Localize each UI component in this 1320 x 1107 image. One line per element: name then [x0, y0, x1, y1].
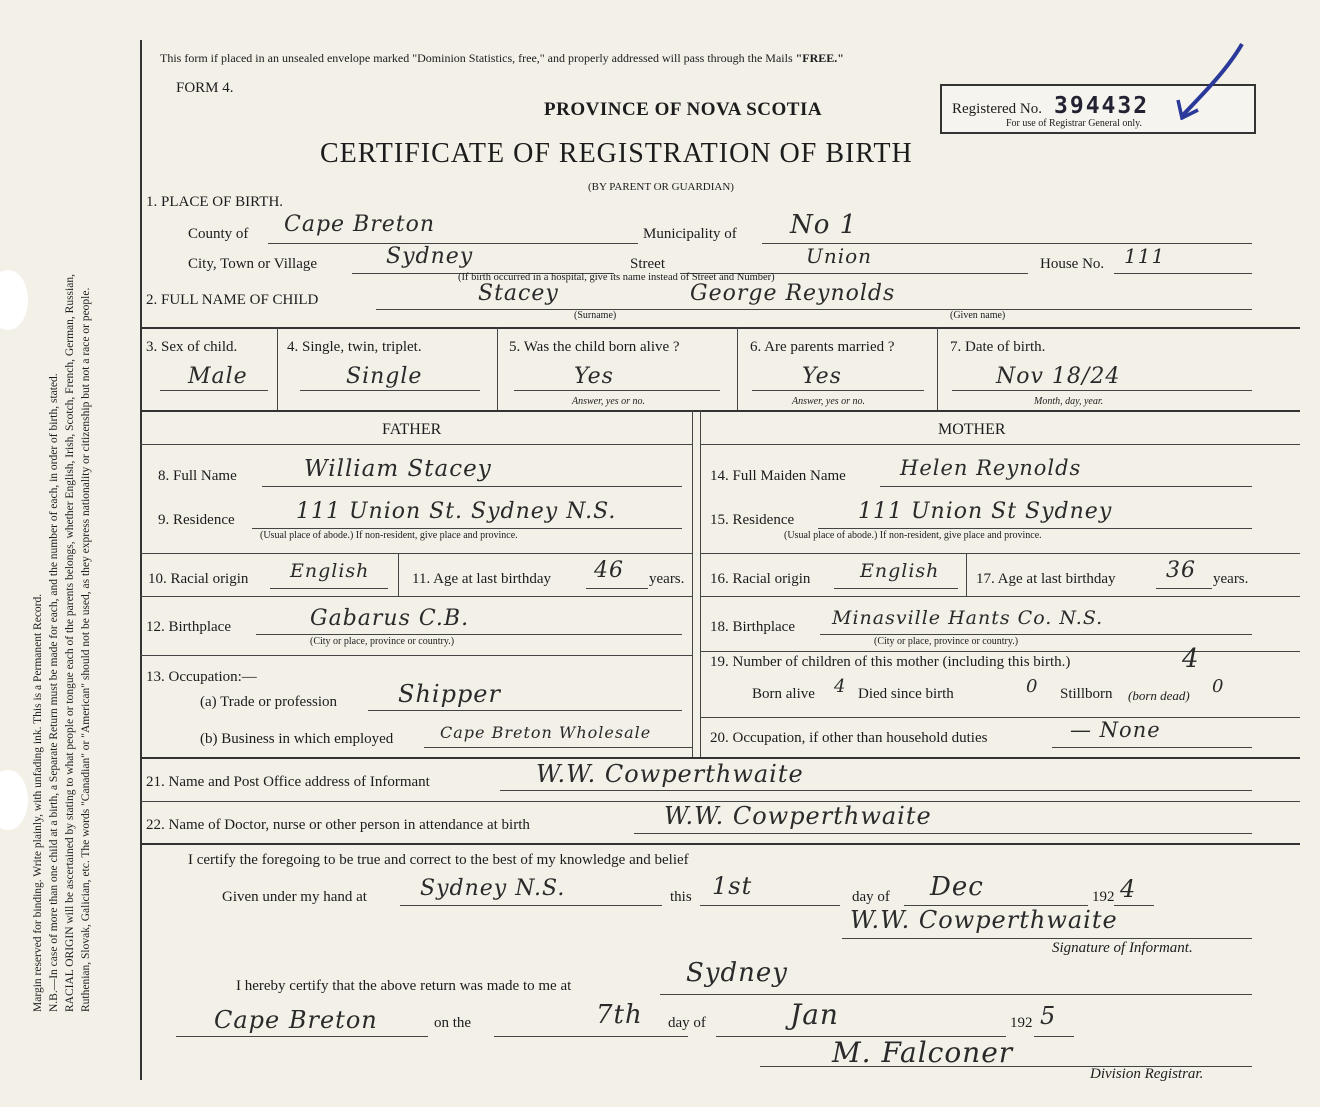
plurality-label: 4. Single, twin, triplet. [287, 339, 422, 355]
sex-value: Male [188, 364, 248, 389]
certify-day-value: 1st [712, 872, 753, 900]
mother-residence-label: 15. Residence [710, 512, 795, 528]
registrar-place-top: Sydney [686, 958, 788, 988]
registrar-year-suffix: 5 [1040, 1002, 1057, 1030]
mail-free-text: "FREE." [795, 51, 844, 65]
mother-residence-value: 111 Union St Sydney [858, 499, 1113, 524]
margin-notes [30, 132, 94, 1012]
street-note: (If birth occurred in a hospital, give its name instead of Street and Number) [458, 272, 775, 283]
dob-value: Nov 18/24 [996, 364, 1121, 389]
father-residence-label: 9. Residence [158, 512, 235, 528]
mother-rule-3 [700, 651, 1300, 652]
doctor-label: 22. Name of Doctor, nurse or other person in attendance at birth [146, 817, 530, 833]
father-business-label: (b) Business in which employed [200, 731, 394, 747]
father-place-note: (City or place, province or country.) [310, 636, 455, 647]
father-residence-line [252, 528, 682, 529]
registrar-day-value: 7th [596, 1000, 643, 1030]
details-bottom-rule [140, 410, 1300, 412]
father-heading-rule [140, 444, 692, 445]
child-surname: Stacey [478, 281, 559, 306]
stillborn-value: 0 [1212, 676, 1225, 697]
city-value: Sydney [386, 244, 474, 269]
mother-rule-2 [700, 596, 1300, 597]
county-label: County of [188, 226, 249, 242]
mother-place-note: (City or place, province or country.) [874, 636, 1019, 647]
married-value: Yes [802, 364, 842, 389]
father-birthplace-value: Gabarus C.B. [310, 606, 470, 631]
mother-rule-4 [700, 717, 1300, 718]
father-age-line [586, 588, 648, 589]
child-name-label: 2. FULL NAME OF CHILD [146, 292, 319, 308]
mail-notice [160, 51, 844, 66]
certificate-subtitle: (BY PARENT OR GUARDIAN) [588, 181, 734, 193]
margin-note-1: Margin reserved for binding. Write plainly, with unfading ink. This is a Permanent Record. [32, 593, 44, 1012]
dob-caption: Month, day, year. [1034, 396, 1104, 407]
given-under-label: Given under my hand at [222, 889, 367, 905]
street-label: Street [630, 256, 665, 272]
mother-age-line [1156, 588, 1212, 589]
father-occupation-label: 13. Occupation:— [146, 669, 257, 685]
mother-name-label: 14. Full Maiden Name [710, 468, 846, 484]
mother-age-value: 36 [1166, 558, 1196, 583]
father-name-line [262, 486, 682, 487]
father-business-value: Cape Breton Wholesale [440, 723, 652, 742]
father-trade-value: Shipper [398, 680, 501, 708]
place-of-birth-label: 1. PLACE OF BIRTH. [146, 194, 284, 210]
mother-occupation-label: 20. Occupation, if other than household duties [710, 730, 988, 746]
informant-value: W.W. Cowperthwaite [536, 760, 804, 788]
died-label: Died since birth [858, 686, 954, 702]
mother-occupation-line [1052, 747, 1252, 748]
plurality-line [300, 390, 480, 391]
father-trade-label: (a) Trade or profession [200, 694, 338, 710]
details-divider-4 [937, 327, 938, 410]
father-years-label: years. [649, 571, 685, 587]
mother-abode-note: (Usual place of abode.) If non-resident, give place and province. [784, 530, 1042, 541]
certify-year-suffix: 4 [1120, 875, 1137, 903]
given-place-line [400, 905, 662, 906]
certificate-title: CERTIFICATE OF REGISTRATION OF BIRTH [320, 138, 913, 169]
street-value: Union [806, 244, 873, 268]
details-divider-3 [737, 327, 738, 410]
certify-year-line [1114, 905, 1154, 906]
informant-label: 21. Name and Post Office address of Informant [146, 774, 430, 790]
father-racial-label: 10. Racial origin [148, 571, 249, 587]
registrar-note: For use of Registrar General only. [1006, 118, 1142, 129]
married-caption: Answer, yes or no. [792, 396, 866, 407]
alive-caption: Answer, yes or no. [572, 396, 646, 407]
mother-name-line [880, 486, 1252, 487]
mother-birthplace-value: Minasville Hants Co. N.S. [832, 607, 1104, 629]
dob-line [952, 390, 1252, 391]
father-racial-line [270, 588, 388, 589]
informant-line [500, 790, 1252, 791]
died-value: 0 [1026, 676, 1039, 697]
mother-racial-line [834, 588, 958, 589]
mother-age-label: 17. Age at last birthday [976, 571, 1116, 587]
sex-label: 3. Sex of child. [146, 339, 238, 355]
father-business-line [424, 747, 692, 748]
certify-day-line [700, 905, 840, 906]
born-alive-value: 4 [834, 676, 847, 697]
father-abode-note: (Usual place of abode.) If non-resident, give place and province. [260, 530, 518, 541]
municipality-label: Municipality of [643, 226, 737, 242]
given-name-caption: (Given name) [950, 310, 1006, 321]
punch-hole-bottom [0, 770, 28, 830]
father-rule-1 [140, 553, 692, 554]
registered-number: 394432 [1054, 93, 1150, 119]
mother-racial-label: 16. Racial origin [710, 571, 811, 587]
mail-notice-text: This form if placed in an unsealed envelope marked "Dominion Statistics, free," and properly addressed will pass through the Mails [160, 51, 793, 65]
father-name-value: William Stacey [304, 456, 492, 482]
alive-line [514, 390, 720, 391]
registrar-signature: M. Falconer [832, 1036, 1014, 1069]
father-age-label: 11. Age at last birthday [412, 571, 551, 587]
sex-line [160, 390, 268, 391]
father-rule-3 [140, 655, 692, 656]
city-label: City, Town or Village [188, 256, 318, 272]
margin-note-2: N.B.—In case of more than one child at a birth, a Separate Return must be made for each, and the number of each, in order of birth, stated. [48, 373, 60, 1012]
parents-divider-left [692, 410, 693, 757]
form-number: FORM 4. [176, 80, 234, 96]
registrar-day-line [494, 1036, 688, 1037]
informant-bottom-rule [140, 843, 1300, 845]
parents-divider-right [700, 410, 701, 757]
house-label: House No. [1040, 256, 1105, 272]
father-residence-value: 111 Union St. Sydney N.S. [296, 499, 617, 524]
mother-heading-rule [700, 444, 1300, 445]
county-value: Cape Breton [284, 212, 436, 237]
house-value: 111 [1124, 244, 1166, 268]
informant-signature-line [842, 938, 1252, 939]
registered-label: Registered No. [952, 101, 1042, 117]
mother-children-value: 4 [1182, 644, 1200, 674]
house-line [1114, 273, 1252, 274]
registrar-place-line [176, 1036, 428, 1037]
father-heading: FATHER [382, 421, 442, 438]
informant-signature: W.W. Cowperthwaite [850, 906, 1118, 934]
details-divider-2 [497, 327, 498, 410]
mother-children-label: 19. Number of children of this mother (including this birth.) [710, 654, 1071, 670]
binding-margin-rule [140, 40, 142, 1080]
registrar-day-of-label: day of [668, 1015, 706, 1031]
informant-signature-caption: Signature of Informant. [1052, 940, 1193, 956]
married-line [752, 390, 924, 391]
registrar-caption: Division Registrar. [1090, 1066, 1204, 1082]
father-trade-line [368, 710, 682, 711]
parents-bottom-rule [140, 757, 1300, 759]
mother-occupation-value: — None [1070, 718, 1161, 742]
married-label: 6. Are parents married ? [750, 339, 895, 355]
child-name-line [376, 309, 1252, 310]
father-age-value: 46 [594, 558, 624, 583]
given-place-value: Sydney N.S. [420, 876, 566, 901]
father-birthplace-line [256, 634, 682, 635]
certify-month-value: Dec [930, 872, 984, 902]
plurality-value: Single [346, 364, 423, 389]
mother-years-label: years. [1213, 571, 1249, 587]
margin-note-3: RACIAL ORIGIN will be ascertained by stating to what people or tongue each of the parents belongs, whether English, Irish, Scotch, French, German, Russian, [64, 274, 76, 1012]
check-mark-icon [1172, 40, 1252, 120]
mother-residence-line [818, 528, 1252, 529]
mother-heading: MOTHER [938, 421, 1006, 438]
mother-racial-value: English [860, 560, 940, 582]
details-top-rule [140, 327, 1300, 329]
alive-label: 5. Was the child born alive ? [509, 339, 680, 355]
registrar-place-top-line [660, 994, 1252, 995]
registrar-year-line [1034, 1036, 1074, 1037]
punch-hole-top [0, 270, 28, 330]
mother-racial-divider [966, 553, 967, 596]
mother-name-value: Helen Reynolds [900, 456, 1082, 480]
registrar-place-value: Cape Breton [214, 1006, 378, 1034]
doctor-line [634, 833, 1252, 834]
mother-birthplace-line [820, 634, 1252, 635]
details-divider-1 [277, 327, 278, 410]
certify-day-of-label: day of [852, 889, 890, 905]
stillborn-label: Stillborn [1060, 686, 1113, 702]
mother-rule-1 [700, 553, 1300, 554]
alive-value: Yes [574, 364, 614, 389]
margin-note-4: Ruthenian, Slovak, Galician, etc. The words "Canadian" or "American" should not be used, as they express nationality or citizenship but not a race or people. [80, 287, 92, 1012]
father-name-label: 8. Full Name [158, 468, 237, 484]
certify-statement: I certify the foregoing to be true and correct to the best of my knowledge and belief [188, 852, 689, 868]
registrar-year-prefix: 192 [1010, 1015, 1033, 1031]
municipality-value: No 1 [790, 210, 858, 240]
dob-label: 7. Date of birth. [950, 339, 1046, 355]
province-heading: PROVINCE OF NOVA SCOTIA [544, 99, 823, 120]
mother-birthplace-label: 18. Birthplace [710, 619, 795, 635]
this-label: this [670, 889, 692, 905]
registrar-month-value: Jan [790, 998, 839, 1031]
child-given-name: George Reynolds [690, 281, 896, 306]
father-birthplace-label: 12. Birthplace [146, 619, 231, 635]
certify-year-prefix: 192 [1092, 889, 1115, 905]
father-racial-divider [398, 553, 399, 596]
father-racial-value: English [290, 560, 370, 582]
surname-caption: (Surname) [574, 310, 617, 321]
registrar-statement: I hereby certify that the above return was made to me at [236, 978, 572, 994]
stillborn-note: (born dead) [1128, 688, 1190, 703]
born-alive-label: Born alive [752, 686, 815, 702]
father-rule-2 [140, 596, 692, 597]
registrar-on-label: on the [434, 1015, 472, 1031]
doctor-value: W.W. Cowperthwaite [664, 802, 932, 830]
